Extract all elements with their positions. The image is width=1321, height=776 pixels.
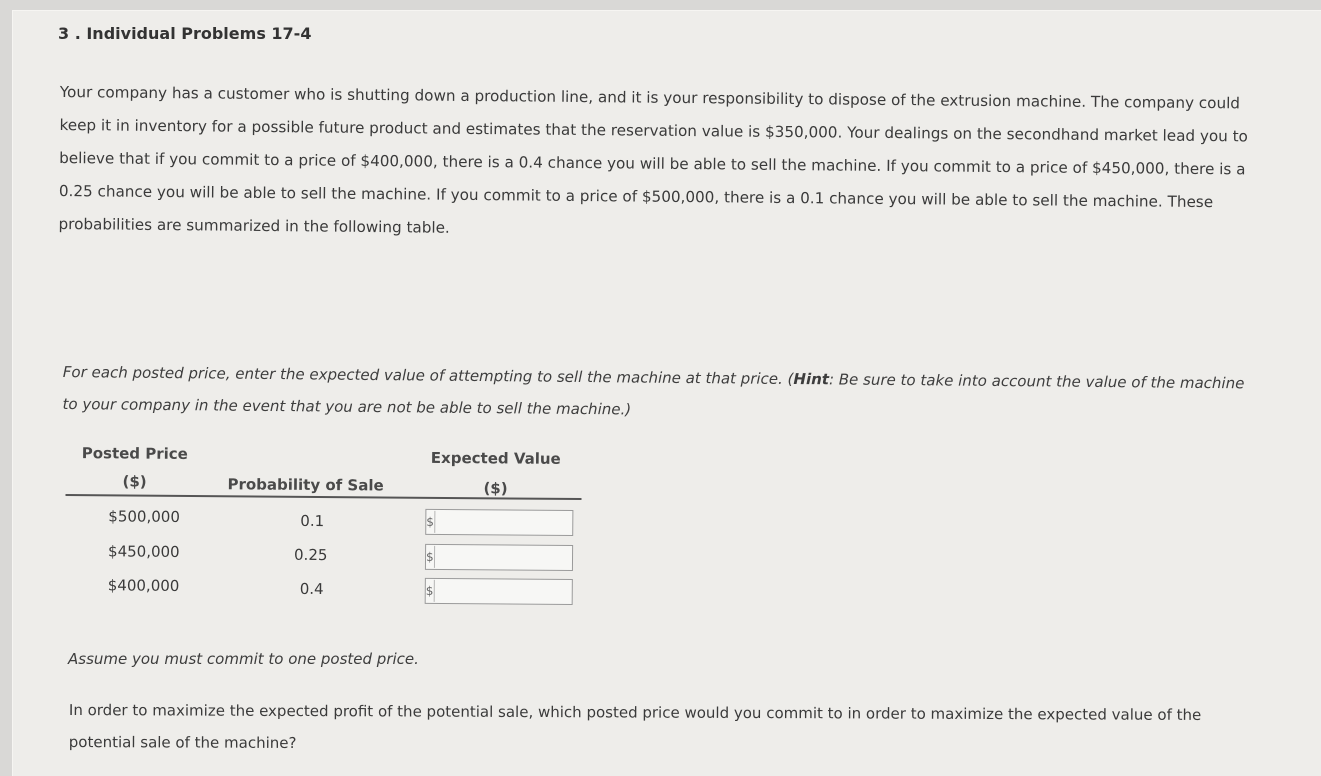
row-1-probability: 0.1 xyxy=(300,511,325,531)
currency-prefix: $ xyxy=(426,511,435,533)
row-2-price: $450,000 xyxy=(107,542,180,561)
row-1-expected-value-input[interactable] xyxy=(435,512,613,533)
hint-label: Hint xyxy=(793,370,830,389)
row-1-expected-value-field[interactable] xyxy=(425,509,573,536)
header-probability: Probability of Sale xyxy=(227,475,384,495)
row-3-probability: 0.4 xyxy=(299,579,324,599)
currency-prefix: $ xyxy=(426,580,435,602)
hint-text: : Be sure to take into account the value of the machine to your company in the event that you are not be able to sell the machine.) xyxy=(62,370,1245,419)
assumption-text: Assume you must commit to one posted price. xyxy=(68,650,419,668)
row-1-price: $500,000 xyxy=(108,507,180,526)
row-2-expected-value-field[interactable] xyxy=(425,544,573,571)
row-3-expected-value-field[interactable] xyxy=(425,578,573,605)
problem-title: 3 . Individual Problems 17-4 xyxy=(58,24,312,43)
header-expected-value-unit: ($) xyxy=(483,479,508,498)
header-expected-value: Expected Value xyxy=(430,448,561,468)
instructions-lead: For each posted price, enter the expected value of attempting to sell the machine at that price. ( xyxy=(62,362,794,389)
instructions-text xyxy=(62,356,1253,431)
row-3-price: $400,000 xyxy=(107,576,180,595)
header-posted-price: Posted Price xyxy=(81,444,188,463)
header-posted-price-unit: ($) xyxy=(122,472,147,491)
row-2-probability: 0.25 xyxy=(293,545,328,565)
row-2-expected-value-input[interactable] xyxy=(435,547,613,568)
row-3-expected-value-input[interactable] xyxy=(434,581,612,602)
currency-prefix: $ xyxy=(426,546,435,568)
expected-value-table xyxy=(65,432,586,616)
problem-description: Your company has a customer who is shutting down a production line, and it is your responsibility to dispose of the extrusion machine. The company could keep it in inventory for a possible future product and estimates that the reservation value is $350,000. Your dealings on the secondhand market lead you to believe that if you commit to a price of $400,000, there is a 0.4 chance you will be able to sell the machine. If you commit to a price of $450,000, there is a 0.25 chance you will be able to sell the machine. If you commit to a price of $500,000, there is a 0.1 chance you will be able to sell the machine. These probabilities are summarized in the following table. xyxy=(58,82,1248,237)
question-text: In order to maximize the expected profit of the potential sale, which posted price would you commit to in order to maximize the expected value of the potential sale of the machine? xyxy=(68,700,1202,752)
problem-page xyxy=(12,10,1321,776)
